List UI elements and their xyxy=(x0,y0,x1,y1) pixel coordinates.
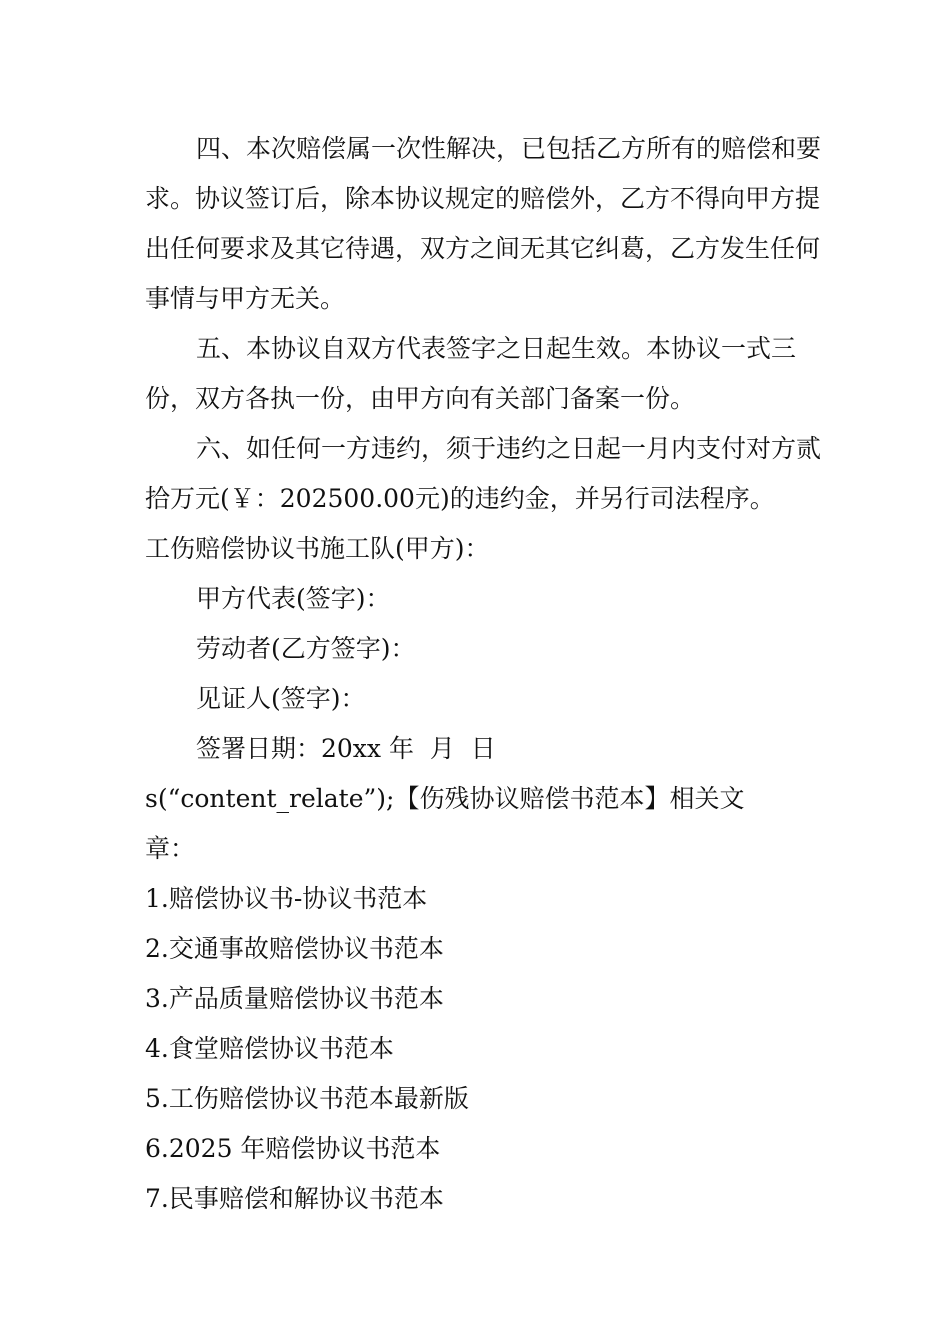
related-article-link[interactable]: 7.民事赔偿和解协议书范本 xyxy=(145,1184,444,1213)
party-a-rep-signature: 甲方代表(签字)： xyxy=(196,584,391,613)
document-body xyxy=(145,124,825,1224)
related-article-link[interactable]: 5.工伤赔偿协议书范本最新版 xyxy=(145,1084,469,1113)
related-article-link[interactable]: 6.2025 年赔偿协议书范本 xyxy=(145,1134,441,1163)
clause-five: 五、本协议自双方代表签字之日起生效。本协议一式三份，双方各执一份，由甲方向有关部门备案一份。 xyxy=(145,334,797,413)
party-a-team: 工伤赔偿协议书施工队(甲方)： xyxy=(145,534,490,563)
related-article-link[interactable]: 1.赔偿协议书-协议书范本 xyxy=(145,884,428,913)
related-article-link[interactable]: 3.产品质量赔偿协议书范本 xyxy=(145,984,444,1013)
clause-six: 六、如任何一方违约，须于违约之日起一月内支付对方贰拾万元(￥：202500.00元)的违约金，并另行司法程序。 xyxy=(145,434,822,513)
related-articles-list xyxy=(145,874,825,1224)
worker-signature: 劳动者(乙方签字)： xyxy=(196,634,416,663)
related-article-link[interactable]: 2.交通事故赔偿协议书范本 xyxy=(145,934,444,963)
related-article-link[interactable]: 4.食堂赔偿协议书范本 xyxy=(145,1034,394,1063)
sign-date: 签署日期：20xx 年 月 日 xyxy=(196,734,496,763)
clause-four: 四、本次赔偿属一次性解决，已包括乙方所有的赔偿和要求。协议签订后，除本协议规定的赔偿外，乙方不得向甲方提出任何要求及其它待遇，双方之间无其它纠葛，乙方发生任何事情与甲方无关。 xyxy=(145,134,822,313)
related-heading: s(“content_relate”);【伤残协议赔偿书范本】相关文 xyxy=(145,784,745,813)
related-heading-cont: 章： xyxy=(145,834,196,863)
witness-signature: 见证人(签字)： xyxy=(196,684,366,713)
